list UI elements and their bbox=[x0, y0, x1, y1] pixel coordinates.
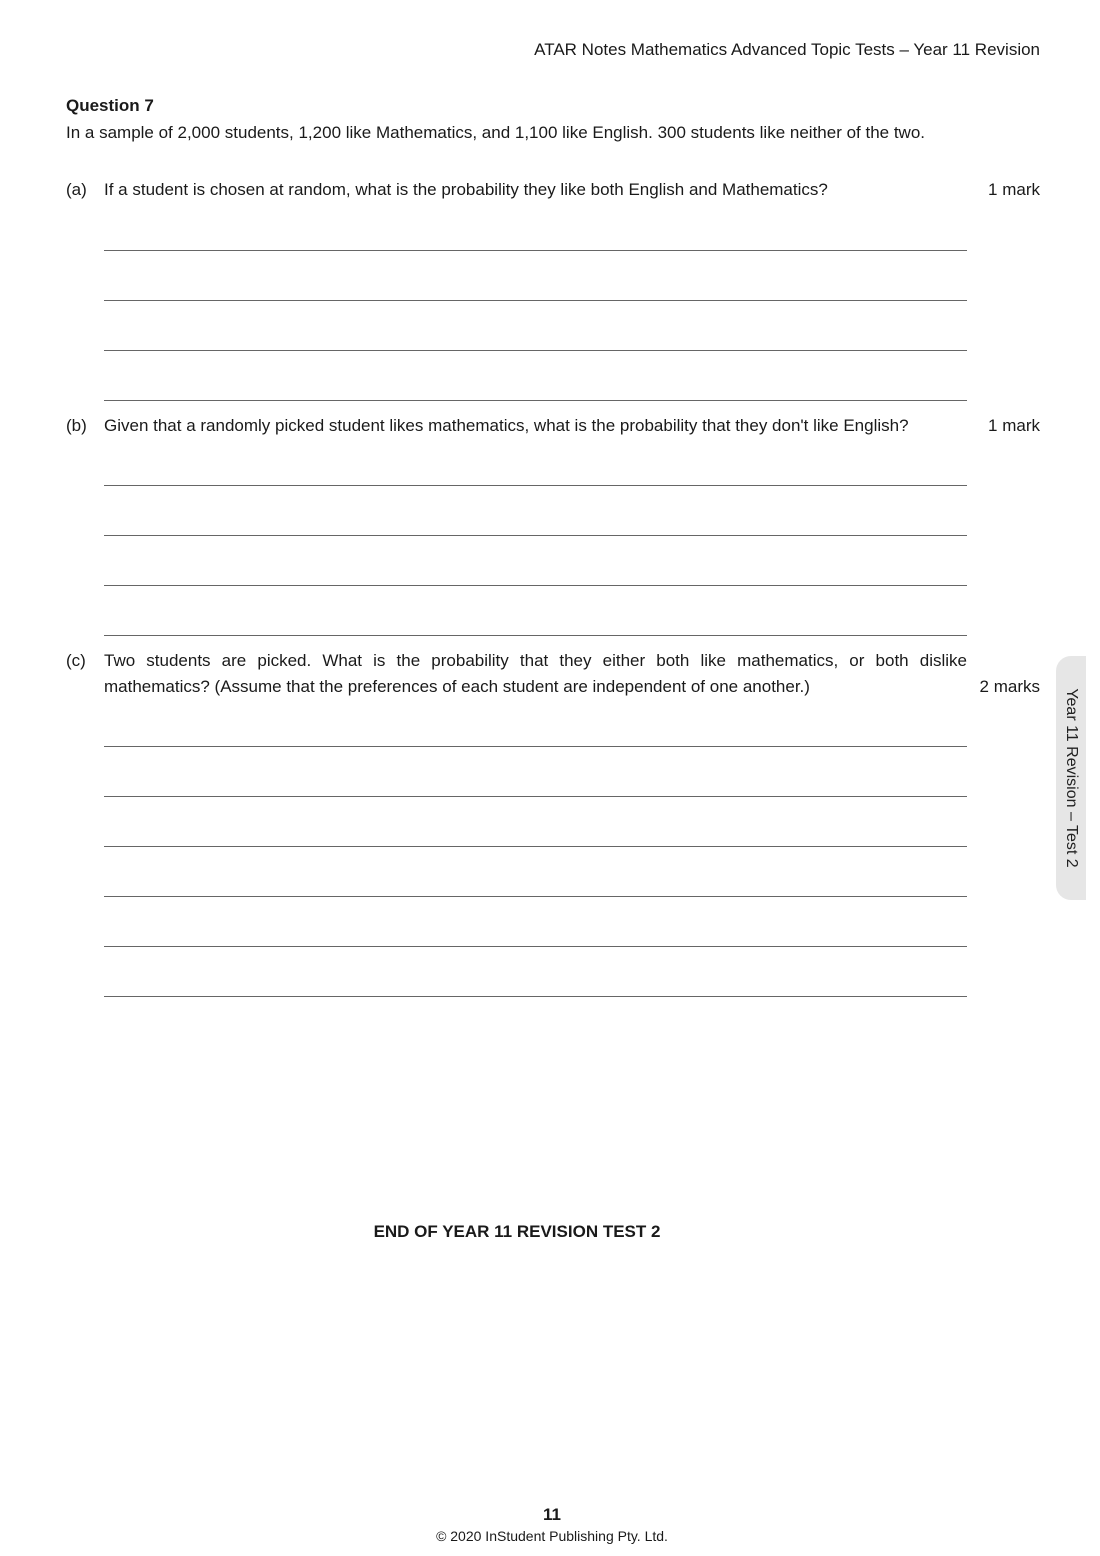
end-of-test-note: END OF YEAR 11 REVISION TEST 2 bbox=[373, 1222, 661, 1241]
part-c-marks: 2 marks bbox=[979, 677, 1040, 696]
answer-line[interactable] bbox=[104, 996, 967, 997]
answer-line[interactable] bbox=[104, 846, 967, 847]
answer-line[interactable] bbox=[104, 896, 967, 897]
answer-line[interactable] bbox=[104, 300, 967, 301]
answer-line[interactable] bbox=[104, 350, 967, 351]
part-b-label: (b) bbox=[66, 416, 87, 435]
running-header: ATAR Notes Mathematics Advanced Topic Tests – Year 11 Revision bbox=[534, 40, 1040, 59]
side-tab bbox=[1056, 656, 1086, 900]
part-c-text-line2: mathematics? (Assume that the preferences of each student are independent of one another.) bbox=[104, 677, 810, 696]
answer-line[interactable] bbox=[104, 585, 967, 586]
question-title: Question 7 bbox=[66, 96, 154, 115]
part-b-marks: 1 mark bbox=[988, 416, 1040, 435]
part-c-text-line1: Two students are picked. What is the probability that they either both like mathematics, or both dislike bbox=[104, 651, 967, 670]
answer-line[interactable] bbox=[104, 946, 967, 947]
answer-line[interactable] bbox=[104, 400, 967, 401]
part-a-label: (a) bbox=[66, 180, 87, 199]
answer-line[interactable] bbox=[104, 796, 967, 797]
part-b-text: Given that a randomly picked student likes mathematics, what is the probability that they don't like English? bbox=[104, 416, 909, 435]
part-a-text: If a student is chosen at random, what is the probability they like both English and Mathematics? bbox=[104, 180, 828, 199]
answer-line[interactable] bbox=[104, 746, 967, 747]
part-a-marks: 1 mark bbox=[988, 180, 1040, 199]
answer-line[interactable] bbox=[104, 635, 967, 636]
answer-line[interactable] bbox=[104, 535, 967, 536]
answer-line[interactable] bbox=[104, 485, 967, 486]
question-stem: In a sample of 2,000 students, 1,200 like Mathematics, and 1,100 like English. 300 students like neither of the two. bbox=[66, 123, 926, 142]
side-tab-label: Year 11 Revision – Test 2 bbox=[1063, 688, 1080, 868]
page-number: 11 bbox=[543, 1505, 561, 1524]
part-c-label: (c) bbox=[66, 651, 86, 670]
answer-line[interactable] bbox=[104, 250, 967, 251]
copyright-notice: © 2020 InStudent Publishing Pty. Ltd. bbox=[436, 1528, 668, 1544]
